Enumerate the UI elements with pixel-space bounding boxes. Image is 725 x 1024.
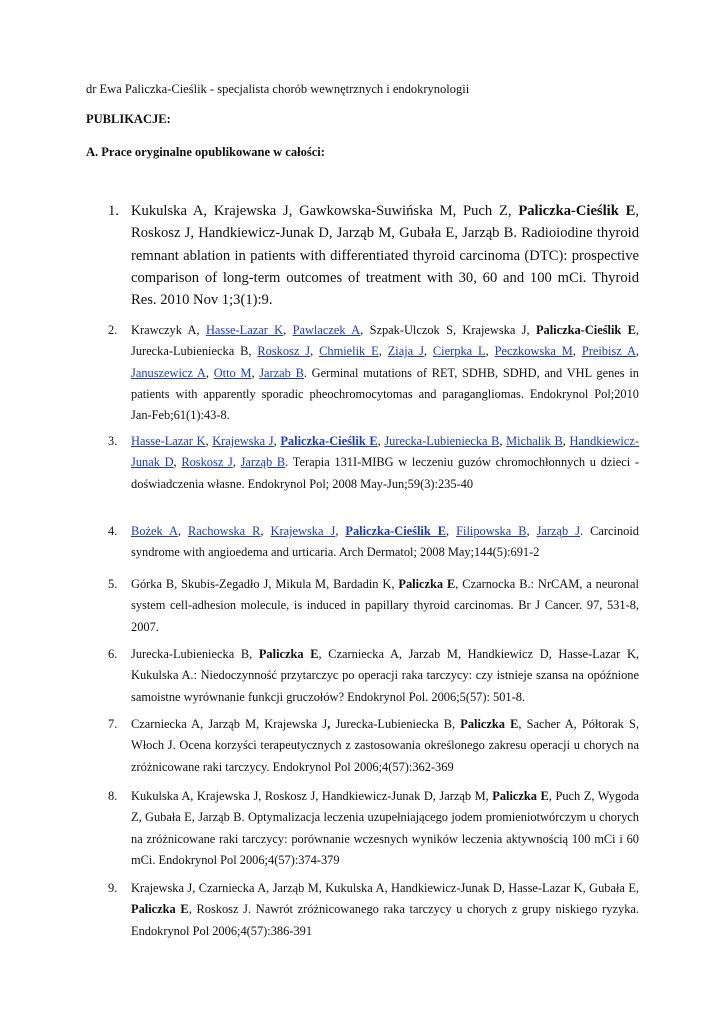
- publication-number: 4.: [108, 524, 118, 538]
- citation-text: ,: [177, 524, 189, 538]
- citation-text: ,: [635, 344, 640, 359]
- publication-number: 7.: [108, 717, 118, 731]
- author-link[interactable]: Januszewicz A: [131, 365, 206, 380]
- publication-number: 6.: [108, 647, 118, 661]
- citation-text: ,: [446, 524, 457, 538]
- publication-number: 1.: [108, 203, 119, 219]
- author-link[interactable]: Otto M: [213, 365, 252, 380]
- citation-text: , Roskosz J. Nawrót zróżnicowanego raka tarczycy u chorych z grupy niskiego ryzyka. Endokrynol Pol 2006;4(57):386-391: [131, 902, 639, 938]
- author-link[interactable]: Paliczka-Cieślik E: [280, 434, 378, 448]
- citation-text: , Jurecka-Lubieniecka B,: [131, 323, 640, 359]
- citation-text: ,: [205, 434, 213, 448]
- author-header: dr Ewa Paliczka-Cieślik - specjalista chorób wewnętrznych i endokrynologii: [86, 82, 470, 96]
- citation-text: ,: [232, 455, 241, 470]
- citation-text: Czarniecka A, Jarząb M, Krajewska J: [131, 717, 328, 731]
- citation-text: ,: [562, 434, 570, 448]
- citation-text: , Szpak-Ulczok S, Krajewska J,: [360, 323, 536, 337]
- author-link[interactable]: Jarząb B: [240, 455, 286, 470]
- page-title: PUBLIKACJE:: [86, 112, 171, 126]
- highlighted-author: Paliczka-Cieślik E: [518, 203, 636, 219]
- citation-text: ,: [173, 455, 182, 470]
- citation-text: Kukulska A, Krajewska J, Roskosz J, Handkiewicz-Junak D, Jarząb M,: [131, 789, 493, 803]
- citation-text: . Carcinoid syndrome with angioedema and urticaria. Arch Dermatol; 2008 May;144(5):691-2: [131, 524, 639, 560]
- author-link[interactable]: Pawlaczek A: [292, 323, 361, 337]
- publication-text: [131, 521, 639, 564]
- publication-number: 9.: [108, 881, 118, 895]
- publication-number: 5.: [108, 577, 118, 591]
- publication-text: [131, 431, 639, 495]
- citation-text: ,: [335, 524, 346, 538]
- author-link[interactable]: Roskosz J: [257, 344, 311, 359]
- citation-text: ,: [310, 344, 320, 359]
- citation-text: Krawczyk A,: [131, 323, 206, 337]
- publication-text: [131, 574, 639, 638]
- highlighted-author: Paliczka E: [398, 577, 456, 591]
- citation-text: . Terapia 131I-MIBG w leczeniu guzów chromochłonnych u dzieci - doświadczenia własne. Endokrynol Pol; 2008 May-Jun;59(3):235-40: [131, 455, 639, 491]
- author-link[interactable]: Hasse-Lazar K: [205, 323, 284, 337]
- author-link[interactable]: Cierpka L: [432, 344, 486, 359]
- highlighted-author: Paliczka E: [460, 717, 519, 731]
- author-link[interactable]: Bożek A: [131, 524, 178, 538]
- publication-number: 3.: [108, 434, 118, 448]
- citation-text: ,: [378, 344, 388, 359]
- citation-text: ,: [205, 365, 214, 380]
- publication-text: [131, 644, 639, 708]
- author-link[interactable]: Chmielik E: [319, 344, 379, 359]
- citation-text: ,: [499, 434, 507, 448]
- section-heading: A. Prace oryginalne opublikowane w całości:: [86, 145, 325, 159]
- citation-text: , Czarniecka A, Jarzab M, Handkiewicz D, Hasse-Lazar K, Kukulska A.: Niedoczynność przytarczyc po operacji raka tarczycy: czy istnieje szansa na opóźnione samoistne wyrównanie funkcji gruczołów? Endokrynol Pol. 2006;5(57): 501-8.: [131, 647, 639, 704]
- author-link[interactable]: Filipowska B: [456, 524, 527, 538]
- publication-text: [131, 878, 639, 942]
- citation-text: ,: [283, 323, 293, 337]
- highlighted-author: Paliczka-Cieślik E: [535, 323, 636, 337]
- highlighted-author: Paliczka E: [258, 647, 319, 661]
- citation-text: Jurecka-Lubieniecka B,: [330, 717, 461, 731]
- citation-text: ,: [572, 344, 582, 359]
- author-link[interactable]: Peczkowska M: [494, 344, 573, 359]
- citation-text: ,: [526, 524, 537, 538]
- citation-text: ,: [423, 344, 433, 359]
- publication-number: 2.: [108, 323, 118, 337]
- highlighted-author: Paliczka E: [492, 789, 549, 803]
- citation-text: Górka B, Skubis-Zegadło J, Mikula M, Bardadin K,: [131, 577, 399, 591]
- citation-text: Jurecka-Lubieniecka B,: [131, 647, 259, 661]
- citation-text: , Puch Z, Wygoda Z, Gubała E, Jarząb B. Optymalizacja leczenia uzupełniającego jodem promieniotwórczym u chorych na zróżnicowane raki tarczycy: porównanie wczesnych wyników leczenia aktywnością 100 mCi i 60 mCi. Endokrynol Pol 2006;4(57):374-379: [131, 789, 639, 867]
- citation-text: ,: [251, 365, 260, 380]
- publication-text: [131, 200, 639, 311]
- citation-text: ,: [485, 344, 495, 359]
- author-link[interactable]: Rachowska R: [188, 524, 261, 538]
- author-link[interactable]: Roskosz J: [181, 455, 233, 470]
- author-link[interactable]: Ziaja J: [387, 344, 424, 359]
- publication-text: [131, 786, 639, 871]
- citation-text: Krajewska J, Czarniecka A, Jarząb M, Kukulska A, Handkiewicz-Junak D, Hasse-Lazar K, Gubała E,: [131, 881, 639, 895]
- citation-text: . Germinal mutations of RET, SDHB, SDHD, and VHL genes in patients with apparently sporadic pheochromocytomas and paragangliomas. Endokrynol Pol;2010 Jan-Feb;61(1):43-8.: [131, 365, 639, 423]
- author-link[interactable]: Jarząb J: [536, 524, 581, 538]
- publication-text: [131, 714, 639, 778]
- citation-text: , Sacher A, Półtorak S, Włoch J. Ocena korzyści terapeutycznych z zastosowania określonego zakresu operacji u chorych na zróżnicowane raki tarczycy. Endokrynol Pol 2006;4(57):362-369: [131, 717, 639, 774]
- citation-text: ,: [260, 524, 271, 538]
- citation-text: Kukulska A, Krajewska J, Gawkowska-Suwińska M, Puch Z,: [131, 203, 519, 219]
- highlighted-author: Paliczka E: [131, 902, 189, 917]
- author-link[interactable]: Krajewska J: [270, 524, 336, 538]
- citation-text: ,: [377, 434, 385, 448]
- author-link[interactable]: Michalik B: [506, 434, 563, 448]
- author-link[interactable]: Jarzab B: [259, 365, 304, 380]
- author-link[interactable]: Paliczka-Cieślik E: [345, 524, 447, 538]
- author-link[interactable]: Krajewska J: [212, 434, 274, 448]
- citation-text: , Roskosz J, Handkiewicz-Junak D, Jarząb M, Gubała E, Jarząb B. Radioiodine thyroid remnant ablation in patients with differentiated thyroid carcinoma (DTC): prospective comparison of long-term outcomes of treatment with 30, 60 and 100 mCi. Thyroid Res. 2010 Nov 1;3(1):9.: [131, 203, 639, 309]
- author-link[interactable]: Preibisz A: [581, 344, 636, 359]
- highlighted-author: ,: [327, 717, 331, 731]
- citation-text: ,: [273, 434, 281, 448]
- publication-text: [131, 320, 639, 426]
- publication-number: 8.: [108, 789, 118, 803]
- citation-text: , Czarnocka B.: NrCAM, a neuronal system cell-adhesion molecule, is induced in papillary thyroid carcinomas. Br J Cancer. 97, 531-8, 2007.: [131, 577, 639, 634]
- author-link[interactable]: Jurecka-Lubieniecka B: [384, 434, 500, 448]
- author-link[interactable]: Handkiewicz-Junak D: [131, 434, 639, 470]
- author-link[interactable]: Hasse-Lazar K: [131, 434, 206, 448]
